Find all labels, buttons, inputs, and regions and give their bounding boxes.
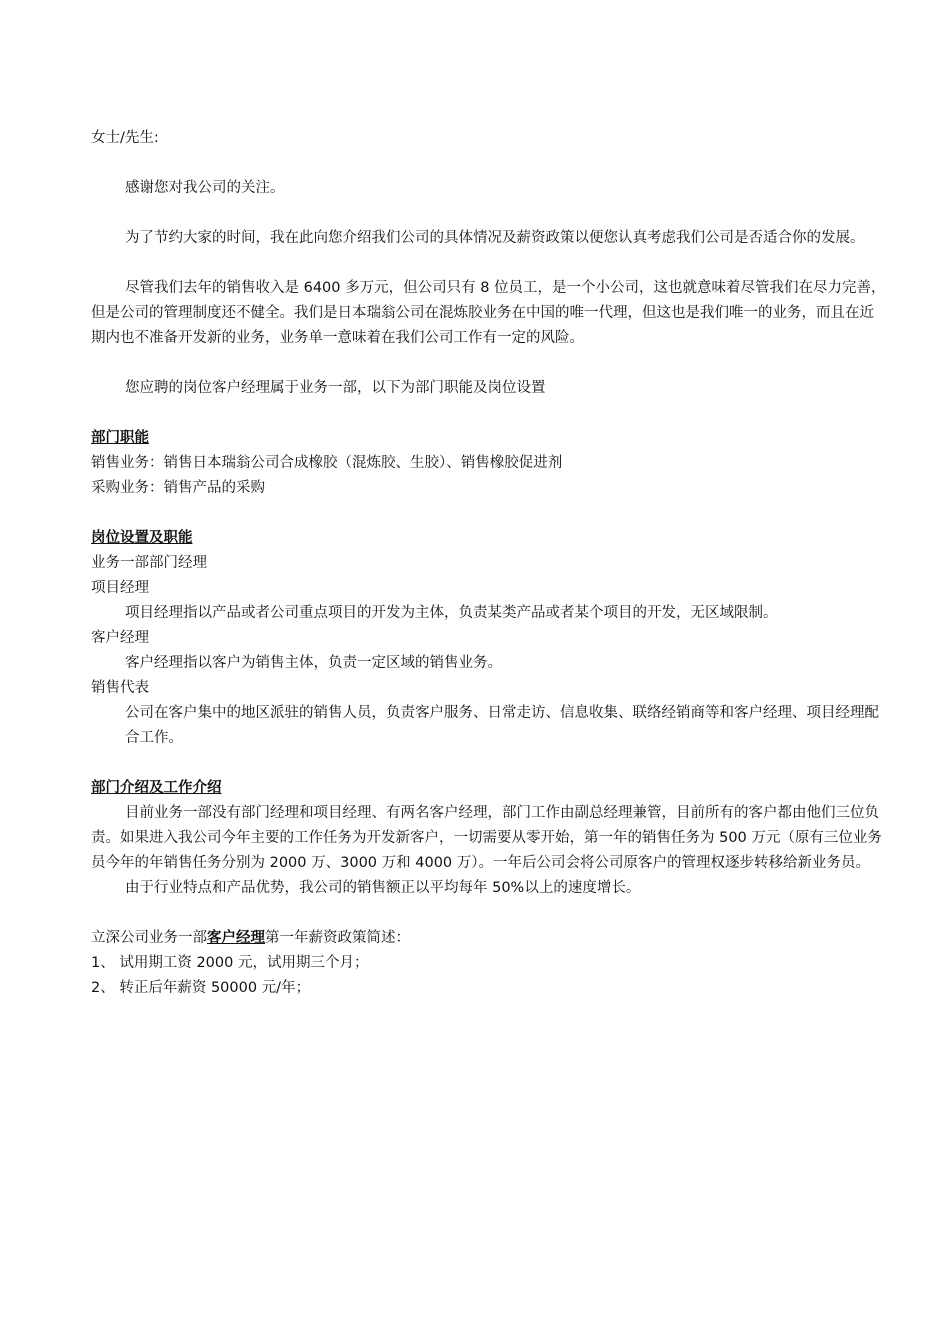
salutation: 女士/先生:: [91, 130, 159, 146]
dept-intro-paragraph: 目前业务一部没有部门经理和项目经理、有两名客户经理，部门工作由副总经理兼管，目前所有的客户都由他们三位负责。如果进入我公司今年主要的工作任务为开发新客户，一切需要从零开始，第一年的销售任务为 500 万元（原有三位业务员今年的年销售任务分别为 2000 万、3000 万和 4000 万）。一年后公司会将公司原客户的管理权逐步转移给新业务员。: [91, 805, 882, 871]
position-account-manager-desc: 客户经理指以客户为销售主体，负责一定区域的销售业务。: [125, 655, 502, 671]
position-dept-manager: 业务一部部门经理: [91, 555, 207, 571]
position-project-manager-desc: 项目经理指以产品或者公司重点项目的开发为主体，负责某类产品或者某个项目的开发，无区域限制。: [125, 605, 778, 621]
salary-intro-role: 客户经理: [207, 930, 265, 946]
position-project-manager: 项目经理: [91, 580, 149, 596]
spacer: [91, 401, 888, 426]
dept-growth-paragraph: 由于行业特点和产品优势，我公司的销售额正以平均每年 50%以上的速度增长。: [125, 880, 641, 896]
dept-function-purchasing: 采购业务：销售产品的采购: [91, 480, 265, 496]
spacer: [91, 201, 888, 226]
position-sales-rep-desc: 公司在客户集中的地区派驻的销售人员，负责客户服务、日常走访、信息收集、联络经销商等和客户经理、项目经理配合工作。: [125, 705, 879, 746]
salary-intro-prefix: 立深公司业务一部: [91, 930, 207, 946]
salary-item-probation: 1、 试用期工资 2000 元，试用期三个月；: [91, 955, 369, 971]
salary-item-annual: 2、 转正后年薪资 50000 元/年；: [91, 980, 311, 996]
salary-intro: [91, 926, 888, 951]
section-heading-dept-intro: 部门介绍及工作介绍: [91, 780, 222, 796]
position-account-manager: 客户经理: [91, 630, 149, 646]
paragraph-purpose: 为了节约大家的时间，我在此向您介绍我们公司的具体情况及薪资政策以便您认真考虑我们公司是否适合你的发展。: [125, 230, 865, 246]
spacer: [91, 501, 888, 526]
spacer: [91, 751, 888, 776]
spacer: [91, 901, 888, 926]
paragraph-thanks: 感谢您对我公司的关注。: [125, 180, 285, 196]
paragraph-position-intro: 您应聘的岗位客户经理属于业务一部，以下为部门职能及岗位设置: [125, 380, 546, 396]
dept-function-sales: 销售业务：销售日本瑞翁公司合成橡胶（混炼胶、生胶）、销售橡胶促进剂: [91, 455, 563, 471]
section-heading-positions: 岗位设置及职能: [91, 530, 193, 546]
spacer: [91, 251, 888, 276]
paragraph-company-overview: 尽管我们去年的销售收入是 6400 多万元，但公司只有 8 位员工，是一个小公司，这也就意味着尽管我们在尽力完善，但是公司的管理制度还不健全。我们是日本瑞翁公司在混炼胶业务在中国的唯一代理，但这也是我们唯一的业务，而且在近期内也不准备开发新的业务，业务单一意味着在我们公司工作有一定的风险。: [91, 280, 886, 346]
position-sales-rep: 销售代表: [91, 680, 149, 696]
salary-intro-suffix: 第一年薪资政策简述：: [265, 930, 410, 946]
spacer: [91, 351, 888, 376]
spacer: [91, 151, 888, 176]
section-heading-dept-function: 部门职能: [91, 430, 149, 446]
